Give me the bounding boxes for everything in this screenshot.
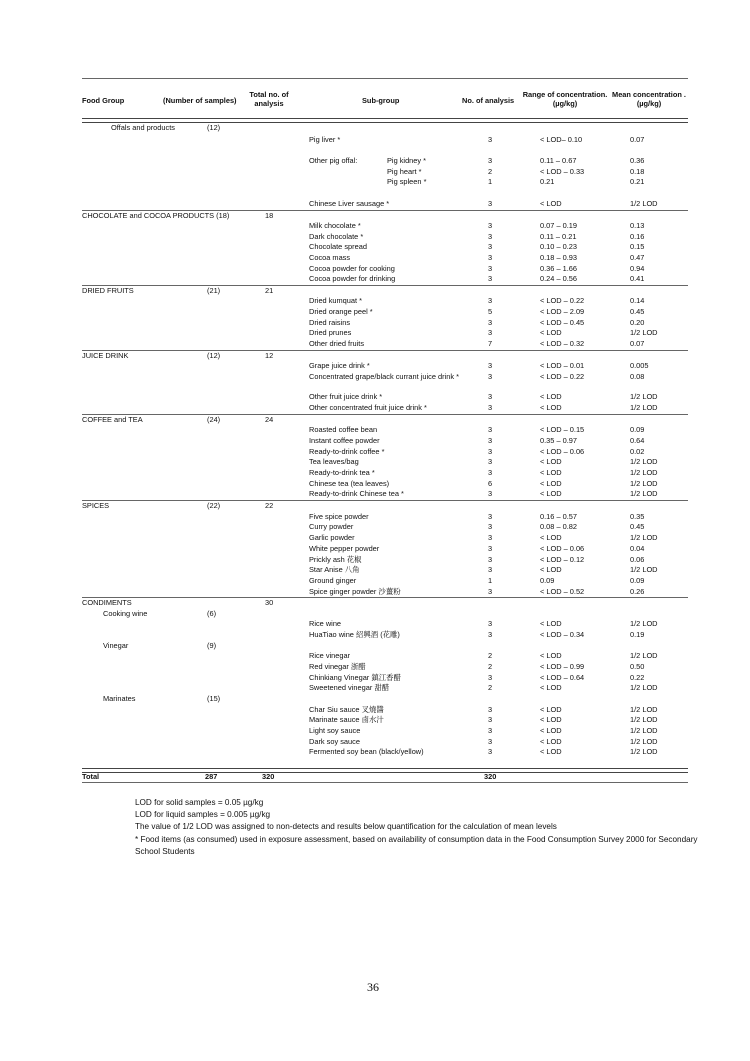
mean-concentration: 0.14 (630, 296, 645, 305)
analysis-count: 1 (488, 576, 493, 585)
mean-concentration: 1/2 LOD (630, 737, 658, 746)
group-total-analysis: 12 (265, 351, 274, 360)
concentration-range: < LOD (540, 328, 562, 337)
analysis-count: 3 (488, 705, 493, 714)
analysis-count: 5 (488, 307, 493, 316)
concentration-range: < LOD – 0.32 (540, 339, 585, 348)
total-samples: 287 (205, 772, 218, 781)
mean-concentration: 0.41 (630, 274, 645, 283)
sub-group-name: Concentrated grape/black currant juice drink * (309, 372, 459, 381)
sub-group-name: Pig liver * (309, 135, 341, 144)
mean-concentration: 0.21 (630, 177, 645, 186)
sub-group-name: Other pig offal: (309, 156, 358, 165)
concentration-range: < LOD – 0.52 (540, 587, 585, 596)
analysis-count: 3 (488, 328, 493, 337)
concentration-range: 0.24 – 0.56 (540, 274, 577, 283)
concentration-range: < LOD (540, 715, 562, 724)
sub-group-name: Chinkiang Vinegar 鎮江香醋 (309, 673, 401, 682)
table-top-rule (82, 78, 688, 79)
concentration-range: 0.16 – 0.57 (540, 512, 577, 521)
analysis-count: 3 (488, 156, 493, 165)
sub-group-name: Dried kumquat * (309, 296, 362, 305)
mean-concentration: 1/2 LOD (630, 489, 658, 498)
concentration-range: < LOD (540, 533, 562, 542)
mean-concentration: 0.09 (630, 576, 645, 585)
concentration-range: < LOD (540, 457, 562, 466)
mean-concentration: 1/2 LOD (630, 715, 658, 724)
analysis-count: 3 (488, 715, 493, 724)
sub-group-name: Chinese Liver sausage * (309, 199, 390, 208)
mean-concentration: 0.35 (630, 512, 645, 521)
group-rule (82, 500, 688, 501)
group-rule (82, 285, 688, 286)
sub-group-name: Five spice powder (309, 512, 369, 521)
mean-concentration: 0.06 (630, 555, 645, 564)
concentration-range: 0.21 (540, 177, 555, 186)
group-rule (82, 350, 688, 351)
sub-group-name: Char Siu sauce 叉燒醬 (309, 705, 384, 714)
analysis-count: 3 (488, 447, 493, 456)
concentration-range: < LOD (540, 619, 562, 628)
concentration-range: < LOD (540, 651, 562, 660)
sub-group-name: Cocoa powder for cooking (309, 264, 395, 273)
sub-group-name: Sweetened vinegar 甜醋 (309, 683, 390, 692)
concentration-range: < LOD– 0.10 (540, 135, 583, 144)
mean-concentration: 0.26 (630, 587, 645, 596)
concentration-range: 0.36 – 1.66 (540, 264, 577, 273)
sub-group-name: Chocolate spread (309, 242, 367, 251)
sub-group-name: Rice wine (309, 619, 342, 628)
concentration-range: < LOD (540, 392, 562, 401)
food-group-label: Vinegar (103, 641, 129, 650)
sub-group-name: Red vinegar 浙醋 (309, 662, 366, 671)
header-mean: Mean concentration . (µg/kg) (612, 90, 686, 108)
analysis-count: 3 (488, 242, 493, 251)
analysis-count: 3 (488, 274, 493, 283)
mean-concentration: 0.09 (630, 425, 645, 434)
sub-group-name: Milk chocolate * (309, 221, 361, 230)
mean-concentration: 0.07 (630, 339, 645, 348)
concentration-range: 0.09 (540, 576, 555, 585)
mean-concentration: 0.45 (630, 522, 645, 531)
mean-concentration: 0.18 (630, 167, 645, 176)
group-total-analysis: 22 (265, 501, 274, 510)
mean-concentration: 1/2 LOD (630, 392, 658, 401)
sub-group-name: Other concentrated fruit juice drink * (309, 403, 427, 412)
analysis-count: 3 (488, 264, 493, 273)
analysis-count: 3 (488, 522, 493, 531)
mean-concentration: 0.07 (630, 135, 645, 144)
concentration-range: 0.18 – 0.93 (540, 253, 577, 262)
sub-group-name: Star Anise 八角 (309, 565, 360, 574)
group-sample-count: (12) (207, 351, 221, 360)
mean-concentration: 1/2 LOD (630, 683, 658, 692)
sub-group-name: Tea leaves/bag (309, 457, 359, 466)
group-rule (82, 414, 688, 415)
concentration-range: < LOD – 0.22 (540, 296, 585, 305)
sub-group-name: Fermented soy bean (black/yellow) (309, 747, 424, 756)
table-notes (135, 797, 710, 858)
sub-group-name: Dried prunes (309, 328, 352, 337)
mean-concentration: 0.13 (630, 221, 645, 230)
concentration-range: < LOD – 0.06 (540, 544, 585, 553)
concentration-range: 0.10 – 0.23 (540, 242, 577, 251)
total-label: Total (82, 772, 100, 781)
analysis-count: 2 (488, 651, 493, 660)
food-group-label: SPICES (82, 501, 110, 510)
mean-concentration: 1/2 LOD (630, 705, 658, 714)
analysis-count: 3 (488, 372, 493, 381)
concentration-range: < LOD (540, 737, 562, 746)
group-rule (82, 597, 688, 598)
concentration-range: < LOD – 0.22 (540, 372, 585, 381)
mean-concentration: 0.005 (630, 361, 649, 370)
concentration-range: 0.08 – 0.82 (540, 522, 577, 531)
group-total-analysis: 18 (265, 211, 274, 220)
sub-group-name: Garlic powder (309, 533, 355, 542)
concentration-range: < LOD (540, 705, 562, 714)
mean-concentration: 0.45 (630, 307, 645, 316)
note-half-lod: The value of 1/2 LOD was assigned to non-detects and results below quantification for the calculation of mean levels (135, 822, 557, 832)
analysis-count: 3 (488, 555, 493, 564)
analysis-count: 3 (488, 403, 493, 412)
mean-concentration: 0.08 (630, 372, 645, 381)
group-total-analysis: 30 (265, 598, 274, 607)
analysis-count: 3 (488, 199, 493, 208)
sub-group-name: Prickly ash 花椒 (309, 555, 362, 564)
sub-group-name: Ready-to-drink coffee * (309, 447, 385, 456)
sub-group-name: Cocoa powder for drinking (309, 274, 396, 283)
concentration-range: < LOD – 0.12 (540, 555, 585, 564)
concentration-range: < LOD (540, 199, 562, 208)
sub-group-name: Instant coffee powder (309, 436, 380, 445)
note-lod-solid: LOD for solid samples = 0.05 µg/kg (135, 798, 264, 807)
analysis-count: 3 (488, 232, 493, 241)
analysis-count: 3 (488, 630, 493, 639)
analysis-count: 3 (488, 619, 493, 628)
food-group-label: Cooking wine (103, 609, 148, 618)
analysis-count: 3 (488, 253, 493, 262)
analysis-count: 3 (488, 565, 493, 574)
group-sample-count: (21) (207, 286, 221, 295)
group-sample-count: (9) (207, 641, 217, 650)
mean-concentration: 1/2 LOD (630, 457, 658, 466)
concentration-range: < LOD – 0.01 (540, 361, 585, 370)
concentration-range: < LOD (540, 726, 562, 735)
concentration-range: < LOD – 0.45 (540, 318, 585, 327)
concentration-range: < LOD – 0.33 (540, 167, 585, 176)
concentration-range: 0.07 – 0.19 (540, 221, 577, 230)
concentration-range: < LOD – 0.15 (540, 425, 585, 434)
concentration-range: < LOD – 0.34 (540, 630, 585, 639)
analysis-count: 3 (488, 726, 493, 735)
mean-concentration: 1/2 LOD (630, 479, 658, 488)
group-sample-count: (6) (207, 609, 217, 618)
analysis-count: 3 (488, 318, 493, 327)
sub-group-name: Spice ginger powder 沙薑粉 (309, 587, 401, 596)
concentration-range: < LOD (540, 468, 562, 477)
mean-concentration: 1/2 LOD (630, 403, 658, 412)
concentration-range: 0.35 – 0.97 (540, 436, 577, 445)
analysis-count: 7 (488, 339, 493, 348)
concentration-range: < LOD – 0.99 (540, 662, 585, 671)
mean-concentration: 1/2 LOD (630, 468, 658, 477)
food-group-label: CONDIMENTS (82, 598, 132, 607)
concentration-range: < LOD – 0.64 (540, 673, 585, 682)
group-rule (82, 210, 688, 211)
group-total-analysis: 21 (265, 286, 274, 295)
sub-group-name: Light soy sauce (309, 726, 361, 735)
sub-group-name: Dark chocolate * (309, 232, 364, 241)
sub-group-name: Roasted coffee bean (309, 425, 378, 434)
concentration-range: < LOD (540, 565, 562, 574)
analysis-count: 2 (488, 683, 493, 692)
sub-group-item: Pig kidney * (387, 156, 427, 165)
concentration-range: 0.11 – 0.67 (540, 156, 577, 165)
group-sample-count: (15) (207, 694, 221, 703)
header-total-no: Total no. of analysis (249, 90, 289, 108)
header-no-analysis: No. of analysis (462, 96, 515, 105)
concentration-range: < LOD (540, 489, 562, 498)
sub-group-name: Dried orange peel * (309, 307, 373, 316)
analysis-count: 3 (488, 489, 493, 498)
analysis-count: 6 (488, 479, 493, 488)
sub-group-name: Marinate sauce 鹵水汁 (309, 715, 384, 724)
mean-concentration: 0.16 (630, 232, 645, 241)
analysis-count: 3 (488, 468, 493, 477)
sub-group-name: Ground ginger (309, 576, 357, 585)
sub-group-name: Dark soy sauce (309, 737, 360, 746)
group-sample-count: (22) (207, 501, 221, 510)
analysis-count: 3 (488, 425, 493, 434)
mean-concentration: 1/2 LOD (630, 199, 658, 208)
header-range: Range of concentration. (µg/kg) (522, 90, 608, 108)
sub-group-name: Other fruit juice drink * (309, 392, 383, 401)
mean-concentration: 0.94 (630, 264, 645, 273)
analysis-count: 3 (488, 673, 493, 682)
mean-concentration: 0.15 (630, 242, 645, 251)
concentration-range: < LOD (540, 747, 562, 756)
analysis-count: 2 (488, 167, 493, 176)
analysis-count: 1 (488, 177, 493, 186)
mean-concentration: 0.22 (630, 673, 645, 682)
mean-concentration: 0.47 (630, 253, 645, 262)
table-bottom-rule (82, 782, 688, 783)
food-group-label: DRIED FRUITS (82, 286, 134, 295)
page-number: 36 (367, 980, 379, 994)
food-group-label: CHOCOLATE and COCOA PRODUCTS (18) (82, 211, 230, 220)
total-double-rule (82, 768, 688, 773)
mean-concentration: 1/2 LOD (630, 619, 658, 628)
note-lod-liquid: LOD for liquid samples = 0.005 µg/kg (135, 810, 271, 820)
mean-concentration: 1/2 LOD (630, 651, 658, 660)
sub-group-name: Rice vinegar (309, 651, 351, 660)
food-group-label: COFFEE and TEA (82, 415, 143, 424)
note-footnote: * Food items (as consumed) used in exposure assessment, based on availability of consumption data in the Food Consumption Survey 2000 for Secondary School Students (135, 834, 698, 856)
concentration-range: < LOD – 0.06 (540, 447, 585, 456)
analysis-count: 3 (488, 221, 493, 230)
food-group-label: Offals and products (111, 123, 175, 132)
mean-concentration: 0.19 (630, 630, 645, 639)
sub-group-name: White pepper powder (309, 544, 380, 553)
concentration-range: < LOD (540, 479, 562, 488)
mean-concentration: 1/2 LOD (630, 565, 658, 574)
sub-group-name: Chinese tea (tea leaves) (309, 479, 390, 488)
header-food-group: Food Group (82, 96, 125, 105)
sub-group-name: Ready-to-drink Chinese tea * (309, 489, 404, 498)
analysis-count: 3 (488, 296, 493, 305)
total-analysis: 320 (262, 772, 275, 781)
analysis-count: 3 (488, 361, 493, 370)
analysis-count: 3 (488, 544, 493, 553)
analysis-count: 3 (488, 747, 493, 756)
group-total-analysis: 24 (265, 415, 274, 424)
sub-group-name: Curry powder (309, 522, 354, 531)
group-sample-count: (24) (207, 415, 221, 424)
analysis-count: 3 (488, 737, 493, 746)
analysis-count: 3 (488, 135, 493, 144)
header-num-samples: (Number of samples) (163, 96, 237, 105)
analysis-count: 3 (488, 587, 493, 596)
concentration-range: < LOD (540, 403, 562, 412)
mean-concentration: 1/2 LOD (630, 533, 658, 542)
analysis-count: 3 (488, 512, 493, 521)
mean-concentration: 0.20 (630, 318, 645, 327)
analysis-count: 2 (488, 662, 493, 671)
sub-group-name: Grape juice drink * (309, 361, 370, 370)
sub-group-name: Ready-to-drink tea * (309, 468, 375, 477)
analysis-count: 3 (488, 457, 493, 466)
sub-group-item: Pig heart * (387, 167, 422, 176)
mean-concentration: 0.50 (630, 662, 645, 671)
food-group-label: JUICE DRINK (82, 351, 129, 360)
mean-concentration: 1/2 LOD (630, 726, 658, 735)
total-no-analysis: 320 (484, 772, 497, 781)
sub-group-item: Pig spleen * (387, 177, 427, 186)
food-group-label: Marinates (103, 694, 136, 703)
concentration-range: 0.11 – 0.21 (540, 232, 577, 241)
analysis-count: 3 (488, 533, 493, 542)
analysis-count: 3 (488, 436, 493, 445)
mean-concentration: 0.02 (630, 447, 645, 456)
group-sample-count: (12) (207, 123, 221, 132)
mean-concentration: 1/2 LOD (630, 747, 658, 756)
mean-concentration: 0.04 (630, 544, 645, 553)
sub-group-name: Cocoa mass (309, 253, 351, 262)
mean-concentration: 0.36 (630, 156, 645, 165)
analysis-count: 3 (488, 392, 493, 401)
header-sub-group: Sub-group (362, 96, 400, 105)
sub-group-name: Other dried fruits (309, 339, 365, 348)
sub-group-name: HuaTiao wine 紹興酒 (花雕) (309, 630, 400, 639)
mean-concentration: 0.64 (630, 436, 645, 445)
concentration-range: < LOD (540, 683, 562, 692)
sub-group-name: Dried raisins (309, 318, 351, 327)
concentration-range: < LOD – 2.09 (540, 307, 585, 316)
mean-concentration: 1/2 LOD (630, 328, 658, 337)
